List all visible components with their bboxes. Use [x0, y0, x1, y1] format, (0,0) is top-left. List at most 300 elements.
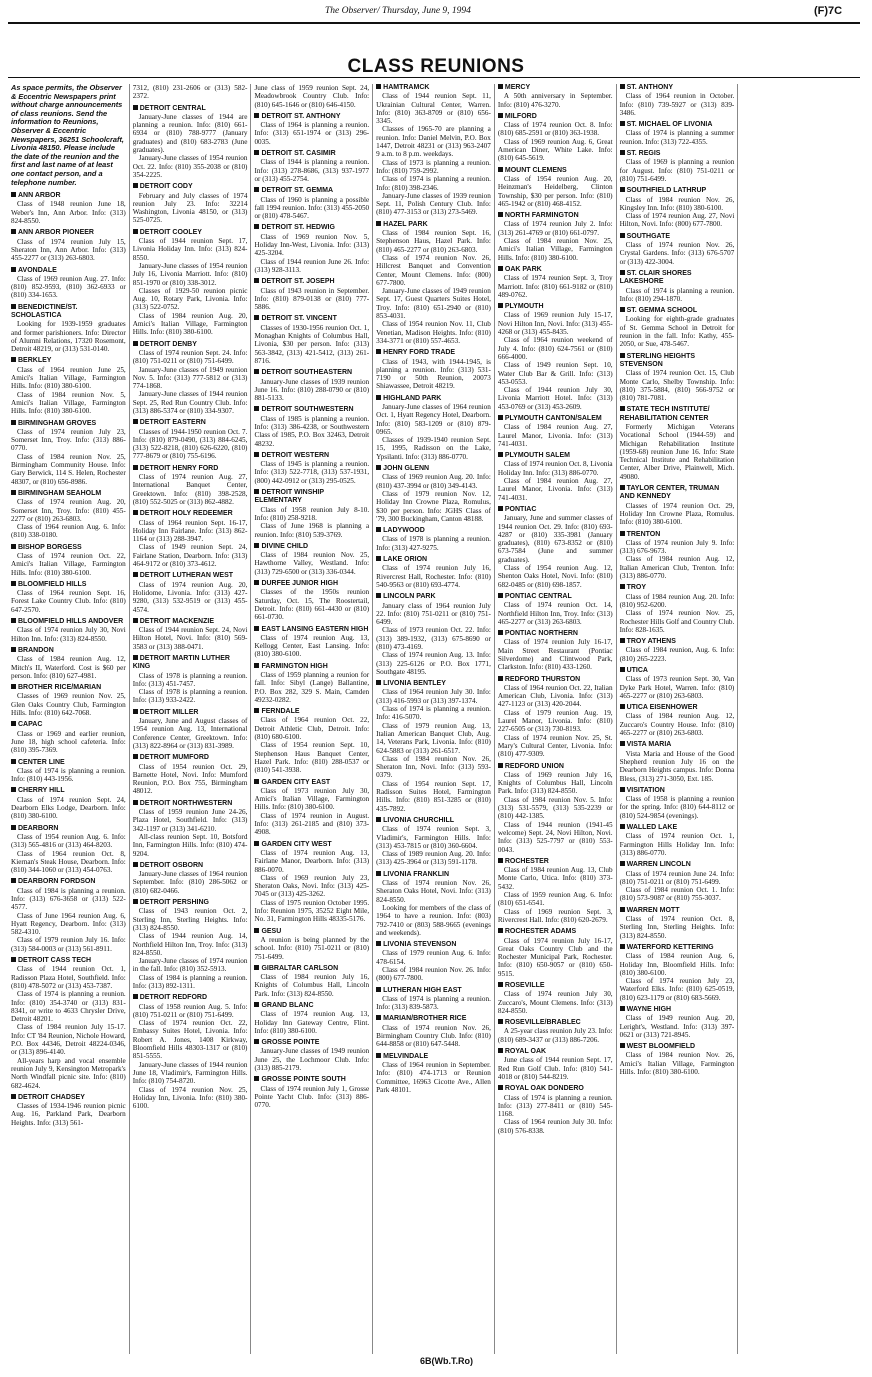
school-name-text: DETROIT SOUTHWESTERN: [261, 406, 354, 414]
entry-paragraph: Class of 1964 reunion in September. Info: (810) 474-1713 or Reunion Committee, 16963 Cicotte Ave., Allen Park 48101.: [376, 1060, 491, 1094]
entry-body: [11, 589, 126, 614]
bullet-square-icon: [11, 581, 16, 586]
reunion-entry: [498, 593, 613, 626]
bullet-square-icon: [133, 572, 138, 577]
school-name-text: BENEDICTINE/ST. SCHOLASTICA: [11, 303, 78, 319]
reunion-entry: [254, 626, 369, 659]
entry-paragraph: Class of 1974 reunion July 1, Grosse Pointe Yacht Club. Info: (313) 886-0770.: [254, 1084, 370, 1110]
bullet-square-icon: [498, 858, 503, 863]
school-name-text: SOUTHGATE: [626, 232, 671, 240]
entry-paragraph: Class of 1958 reunion Aug. 5. Info: (810) 751-0211 or (810) 751-6499.: [132, 1002, 248, 1019]
reunion-entry: [254, 965, 369, 998]
bullet-square-icon: [254, 841, 259, 846]
reunion-entry: [133, 229, 248, 337]
bullet-square-icon: [376, 395, 381, 400]
reunion-entry: [620, 704, 735, 737]
reunion-entry: [498, 630, 613, 671]
school-name: [11, 304, 126, 321]
school-name-text: PLYMOUTH CANTON/SALEM: [504, 414, 602, 422]
entry-paragraph: Class of 1979 reunion July 16. Info: (313) 584-0003 or (313) 561-8911.: [11, 936, 126, 953]
school-name: [376, 465, 491, 473]
reunion-entry: [376, 527, 491, 552]
entry-body: [254, 233, 369, 274]
entry-body: [498, 220, 613, 261]
school-name-text: LIVONIA STEVENSON: [383, 941, 457, 949]
reunion-entry: [376, 817, 491, 867]
entry-body: [11, 796, 126, 821]
bullet-square-icon: [254, 543, 259, 548]
entry-paragraph: Class of 1969 reunion July 15-17, Novi Hilton Inn, Novi. Info: (313) 455-4268 or (313) 455-8435.: [497, 311, 613, 337]
school-name-text: BERKLEY: [18, 357, 52, 365]
column: [373, 84, 495, 1354]
bullet-square-icon: [254, 965, 259, 970]
bullet-square-icon: [254, 406, 259, 411]
column: [617, 84, 739, 1354]
bullet-square-icon: [254, 1076, 259, 1081]
entry-paragraph: Vista Maria and House of the Good Shepherd reunion July 16 on the Dearborn Heights campus. Info: Donna Bless, (313) 271-3050, Ext. 185.: [619, 749, 735, 783]
reunion-entry: [376, 941, 491, 982]
school-name: [133, 465, 248, 473]
reunion-entry: [498, 676, 613, 759]
school-name-text: DETROIT CHADSEY: [18, 1093, 85, 1101]
school-name-text: MERCY: [504, 84, 531, 91]
entry-paragraph: Class of 1974 reunion Oct. 1, Farmington Hills Holiday Inn. Info: (313) 886-0770.: [619, 832, 735, 857]
school-name: [498, 676, 613, 684]
school-name-text: ROSEVILLE: [504, 981, 545, 989]
entry-paragraph: Class of 1974 reunion Aug. 13, Holiday Inn Gateway Centre, Flint. Info: (810) 380-6100.: [254, 1010, 370, 1035]
bullet-square-icon: [254, 663, 259, 668]
entry-paragraph: A 25-year class reunion July 23. Info: (810) 689-3437 or (313) 886-7206.: [497, 1027, 613, 1044]
school-name: [620, 353, 735, 370]
bullet-square-icon: [498, 928, 503, 933]
bullet-square-icon: [254, 626, 259, 631]
entry-paragraph: Class of 1979 reunion Nov. 12, Holiday Inn Crowne Plaza, Romulus, $30 per person. Info: JGHS Class of '79, 300 Buckingham, Canton 48188.: [376, 489, 491, 523]
entry-paragraph: All-class reunion Sept. 10, Botsford Inn, Farmington Hills. Info: (810) 474-9204.: [132, 832, 248, 858]
entry-body: [254, 936, 369, 961]
entry-body: [254, 1085, 369, 1110]
bullet-square-icon: [254, 1039, 259, 1044]
bullet-square-icon: [620, 233, 625, 238]
bullet-square-icon: [620, 1043, 625, 1048]
bullet-square-icon: [376, 871, 381, 876]
bullet-square-icon: [620, 907, 625, 912]
entry-body: [620, 423, 735, 481]
school-name-text: DETROIT EASTERN: [139, 419, 206, 427]
entry-paragraph: Class of 1984 reunion Aug. 12, Zuccaro's Country House. Info: (810) 465-2277 or (810) 263-6803.: [619, 712, 735, 738]
entry-paragraph: Class of 1984 reunion Aug. 12, Mitch's II, Waterford. Cost is $60 per person. Info: (810) 627-4981.: [11, 655, 126, 680]
reunion-entry: [498, 266, 613, 299]
reunion-entry: [498, 212, 613, 262]
bullet-square-icon: [620, 406, 625, 411]
entry-paragraph: Class of 1974 reunion Aug. 27, Novi Hilton, Novi. Info: (800) 677-7800.: [619, 212, 735, 229]
bullet-square-icon: [498, 212, 503, 217]
entry-paragraph: January-June classes of 1939 reunion June 16. Info: (810) 288-0790 or (810) 881-5133.: [254, 377, 370, 403]
entry-body: [133, 192, 248, 225]
bullet-square-icon: [620, 121, 625, 126]
entry-body: [11, 887, 126, 953]
bullet-square-icon: [620, 531, 625, 536]
school-name-text: DETROIT MUMFORD: [139, 754, 209, 762]
bullet-square-icon: [620, 270, 625, 275]
school-name: [498, 167, 613, 175]
entry-paragraph: February and July classes of 1974 reunion July 23. Info: 32214 Washington, Livonia 48150, or (313) 525-0725.: [132, 191, 248, 225]
entry-paragraph: Class of 1974 reunion Sept. 3, Troy Marriott. Info: (810) 661-9182 or (810) 489-0762.: [497, 274, 613, 299]
school-name: [254, 543, 369, 551]
entry-body: [11, 655, 126, 680]
bullet-square-icon: [376, 680, 381, 685]
entry-paragraph: Class of 1974 reunion Nov. 25, Rochester Hills Golf and Country Club. Info: 828-1635.: [619, 609, 735, 634]
reunion-entry: [620, 531, 735, 581]
bullet-square-icon: [498, 506, 503, 511]
school-name-text: ROCHESTER: [504, 857, 549, 865]
entry-paragraph: January-June classes of 1944 reunion Sept. 25, Red Run Country Club. Info: (313) 886-5374 or (810) 334-9307.: [132, 390, 248, 415]
entry-paragraph: Class of 1984 reunion Aug. 27, Laurel Manor, Livonia. Info: (313) 741-4031.: [497, 477, 613, 502]
reunion-entry: [620, 1043, 735, 1076]
reunion-entry: [620, 787, 735, 820]
reunion-entry: [498, 452, 613, 502]
entry-paragraph: January-June classes of 1954 reunion Oct. 22. Info: (810) 355-2038 or (810) 354-2225.: [132, 154, 248, 179]
bullet-square-icon: [376, 349, 381, 354]
school-name-text: WEST BLOOMFIELD: [626, 1043, 696, 1051]
reunion-entry: [133, 754, 248, 795]
entry-body: [376, 602, 491, 677]
school-name: [254, 1076, 369, 1084]
school-name: [11, 192, 126, 200]
school-name: [498, 982, 613, 990]
entry-paragraph: Class of 1974 reunion Nov. 26, Birmingham Country Club. Info: (810) 644-8858 or (810) 647-5448.: [376, 1023, 491, 1049]
entry-paragraph: Class of 1969 reunion Aug. 20. Info: (810) 437-3994 or (810) 349-4143.: [376, 473, 491, 490]
entry-paragraph: Class of 1974 reunion Aug. 20, Somerset Inn, Troy. Info: (810) 455-2277 or (810) 263-6803.: [11, 498, 126, 523]
bullet-square-icon: [254, 315, 259, 320]
school-name-text: DEARBORN FORDSON: [18, 878, 96, 886]
bullet-square-icon: [376, 1015, 381, 1020]
entry-paragraph: A reunion is being planned by the school. Info: (810) 751-0211 or (810) 751-6499.: [254, 935, 370, 961]
page-footer: 6B(Wb.T.Ro): [420, 1356, 473, 1366]
school-name-text: BROTHER RICE/MARIAN: [18, 684, 102, 692]
school-name: [254, 113, 369, 121]
bullet-square-icon: [620, 84, 625, 89]
entry-paragraph: Class of 1954 reunion Aug. 20, Heinzman's Heidelberg, Clinton Township, $30 per person. Info: (810) 465-1942 or (810) 468-4152.: [497, 174, 613, 208]
reunion-entry: [620, 861, 735, 902]
reunion-entry: [620, 638, 735, 663]
school-name: [133, 994, 248, 1002]
page-number: (F)7C: [814, 5, 843, 17]
entry-paragraph: 7312, (810) 231-2606 or (313) 582-2372.: [132, 84, 248, 101]
entry-body: [498, 423, 613, 448]
school-name-text: HAMTRAMCK: [383, 84, 430, 91]
reunion-entry: [133, 105, 248, 180]
school-name-text: PLYMOUTH: [504, 303, 544, 311]
entry-paragraph: January-June classes of 1944 reunion June 18, Vladimir's, Farmington Hills. Info: (810) 754-8720.: [132, 1060, 248, 1086]
bullet-square-icon: [133, 862, 138, 867]
entry-body: [133, 237, 248, 337]
bullet-square-icon: [11, 618, 16, 623]
reunion-entry: [11, 420, 126, 486]
school-name-text: DETROIT WESTERN: [261, 451, 330, 459]
entry-paragraph: Class of 1959 planning a reunion for fall. Info: Sibyl (Lange) Ballantine, P.O. Box 282, 329 S. Main, Camden 49232-0282.: [254, 671, 370, 704]
entry-paragraph: June class of 1959 reunion Sept. 24, Meadowbrook Country Club. Info: (810) 645-1646 or (810) 646-4150.: [254, 84, 370, 109]
entry-paragraph: Class of 1964 reunion Sept. 16-17, Holiday Inn Fairlane. Info: (313) 862-1164 or (313) 288-3947.: [132, 518, 248, 544]
reunion-entry: [254, 489, 369, 539]
school-name: [620, 704, 735, 712]
entry-paragraph: Class of 1973 reunion Oct. 22. Info: (313) 389-1932, (313) 675-8690 or (810) 473-4169.: [376, 626, 491, 651]
entry-body: [11, 833, 126, 874]
school-name-text: ANN ARBOR PIONEER: [18, 229, 94, 237]
entry-paragraph: Class of 1959 reunion Aug. 6. Info: (810) 651-6541.: [497, 891, 613, 908]
entry-paragraph: Class of 1984 reunion Nov. 26. Info: (800) 677-7800.: [376, 965, 491, 983]
bullet-square-icon: [133, 229, 138, 234]
school-name-text: ROYAL OAK: [504, 1048, 547, 1056]
entry-paragraph: Class of 1974 reunion July 2. Info: (313) 261-4769 or (810) 661-0797.: [497, 220, 613, 237]
entry-paragraph: Class of 1969 reunion July 16, Knights of Columbus Hall, Lincoln Park. Info: (313) 824-8550.: [497, 770, 613, 796]
entry-paragraph: Class of 1984 reunion Aug. 27, Laurel Manor, Livonia. Info: (313) 741-4031.: [497, 423, 613, 448]
bullet-square-icon: [11, 229, 16, 234]
entry-body: [11, 498, 126, 539]
reunion-entry: [11, 825, 126, 875]
reunion-entry: [620, 233, 735, 266]
bullet-square-icon: [620, 667, 625, 672]
entry-body: [133, 907, 248, 990]
top-rule: [8, 22, 860, 24]
entry-body: [376, 535, 491, 552]
entry-paragraph: January-June classes of 1949 reunion Nov. 5. Info: (313) 777-5812 or (313) 774-1868.: [132, 365, 248, 391]
entry-paragraph: Class of 1974 reunion Nov. 25, Holiday Inn, Livonia. Info: (810) 380-6100.: [132, 1085, 248, 1111]
school-name-text: LADYWOOD: [383, 527, 425, 535]
reunion-entry: [620, 270, 735, 303]
school-name: [620, 307, 735, 315]
school-name-text: DETROIT HENRY FORD: [139, 464, 219, 472]
entry-body: [254, 324, 369, 365]
entry-body: [11, 320, 126, 353]
school-name: [376, 817, 491, 825]
entry-body: [376, 473, 491, 523]
bullet-square-icon: [620, 584, 625, 589]
entry-body: [620, 502, 735, 527]
school-name: [11, 759, 126, 767]
school-name: [498, 113, 613, 121]
school-name: [133, 229, 248, 237]
school-name: [498, 266, 613, 274]
bullet-square-icon: [133, 419, 138, 424]
entry-body: [376, 949, 491, 982]
school-name: [133, 899, 248, 907]
entry-paragraph: Class of June 1968 is planning a reunion. Info: (810) 539-3769.: [254, 522, 370, 539]
bullet-square-icon: [254, 779, 259, 784]
school-name-text: WARREN MOTT: [626, 906, 680, 914]
entry-paragraph: Class of 1964 reunion July 30. Info: (313) 416-5993 or (313) 397-1374.: [376, 688, 491, 705]
entry-paragraph: Class of 1973 reunion Sept. 30, Van Dyke Park Hotel, Warren. Info: (810) 465-2277 or (810) 263-6803.: [619, 675, 735, 700]
bullet-square-icon: [498, 982, 503, 987]
school-name-text: DETROIT CASS TECH: [18, 957, 92, 965]
school-name: [11, 420, 126, 428]
columns: [8, 84, 860, 1354]
school-name-text: BRANDON: [18, 646, 54, 654]
entry-paragraph: Class of 1974 reunion Sept. 24, Dearborn Elks Lodge, Dearborn. Info: (810) 380-6100.: [11, 795, 126, 821]
school-name-text: DETROIT ST. GEMMA: [261, 187, 333, 195]
bullet-square-icon: [133, 655, 138, 660]
school-name: [620, 150, 735, 158]
entry-body: [620, 158, 735, 183]
reunion-entry: [620, 121, 735, 146]
school-name: [254, 626, 369, 634]
entry-paragraph: Class of 1969 reunion July 23, Sheraton Oaks, Novi. Info: (313) 425-7045 or (313) 425-3262.: [254, 873, 370, 899]
entry-paragraph: Class of 1974 reunion July 30, Zuccaro's, Mount Clemens. Info: (313) 824-8550.: [497, 990, 613, 1015]
reunion-entry: [498, 1019, 613, 1044]
bullet-square-icon: [376, 817, 381, 822]
school-name-text: LIVONIA BENTLEY: [383, 680, 446, 688]
school-name-text: DETROIT ST. VINCENT: [261, 315, 337, 323]
reunion-entry: [498, 763, 613, 854]
school-name-text: BIRMINGHAM GROVES: [18, 419, 97, 427]
school-name: [498, 928, 613, 936]
reunion-entry: [133, 465, 248, 506]
entry-paragraph: Class of 1964 reunion Oct. 8, Kiernan's Steak House, Dearborn. Info: (810) 344-1060 or (313) 454-0763.: [11, 849, 126, 875]
school-name-text: GIBRALTAR CARLSON: [261, 964, 339, 972]
bullet-square-icon: [11, 721, 16, 726]
entry-body: [254, 84, 369, 109]
entry-paragraph: Class of 1943 reunion in September. Info: (810) 879-0138 or (810) 777-5886.: [254, 286, 370, 312]
reunion-entry: [11, 267, 126, 300]
school-name: [498, 506, 613, 514]
reunion-entry: [376, 1015, 491, 1048]
school-name: [376, 593, 491, 601]
bullet-square-icon: [11, 647, 16, 652]
entry-paragraph: January-June classes of 1949 reunion June 25, the Lochmoor Club. Info: (313) 885-2179.: [254, 1047, 370, 1073]
bullet-square-icon: [498, 630, 503, 635]
entry-body: [376, 564, 491, 589]
entry-body: [620, 1014, 735, 1039]
entry-body: [376, 403, 491, 461]
school-name: [376, 221, 491, 229]
reunion-entry: [133, 84, 248, 101]
school-name: [498, 303, 613, 311]
entry-paragraph: Class of 1974 reunion Aug. 13. Info: (313) 225-6126 or P.O. Box 1771, Southgate 48195.: [376, 651, 491, 676]
reunion-entry: [376, 680, 491, 813]
entry-paragraph: Class of 1984 reunion Aug. 13, Club Monte Carlo, Utica. Info: (810) 373-5432.: [497, 866, 613, 891]
entry-body: [254, 506, 369, 539]
bullet-square-icon: [11, 787, 16, 792]
school-name: [254, 489, 369, 506]
entry-body: [376, 92, 491, 216]
entry-paragraph: Class of 1964 reunion Oct. 22, Detroit Athletic Club, Detroit. Info: (810) 680-6100.: [254, 716, 370, 742]
reunion-entry: [498, 506, 613, 589]
entry-paragraph: Class of 1954 reunion Sept. 10, Stephenson Haus Banquet Center, Hazel Park. Info: (810) 288-0537 or (810) 541-3938.: [254, 741, 370, 775]
entry-paragraph: Class of 1974 reunion July 15, Sheraton Inn, Ann Arbor. Info: (313) 455-2277 or (313) 263-6803.: [11, 237, 126, 263]
bullet-square-icon: [498, 452, 503, 457]
reunion-entry: [254, 928, 369, 961]
reunion-entry: [254, 369, 369, 402]
school-name: [376, 1015, 491, 1023]
reunion-entry: [133, 862, 248, 895]
school-name: [620, 787, 735, 795]
school-name-text: GARDEN CITY EAST: [261, 778, 331, 786]
bullet-square-icon: [620, 150, 625, 155]
reunion-entry: [11, 1094, 126, 1127]
school-name: [376, 680, 491, 688]
reunion-entry: [133, 709, 248, 750]
bullet-square-icon: [620, 944, 625, 949]
bullet-square-icon: [11, 544, 16, 549]
school-name-text: TROY ATHENS: [626, 638, 676, 646]
reunion-entry: [11, 581, 126, 614]
reunion-entry: [620, 1006, 735, 1039]
entry-paragraph: Class of 1974 is planning a reunion. Info: (313) 839-5873.: [376, 994, 491, 1012]
entry-body: [11, 200, 126, 225]
school-name: [254, 406, 369, 414]
entry-paragraph: Class of 1985 is planning a reunion. Info: (313) 386-4238, or Southwestern Class of 1985, P.O. Box 32463, Detroit 48232.: [254, 414, 370, 448]
entry-paragraph: Class of 1974 reunion Aug. 20, Holidome, Livonia. Info: (313) 427-9280, (313) 532-9519 or (313) 455-4574.: [132, 580, 248, 614]
entry-body: [254, 973, 369, 998]
reunion-entry: [498, 113, 613, 163]
entry-body: [11, 552, 126, 577]
entry-paragraph: Class of 1984 reunion Oct. 1. Info: (810) 573-9087 or (810) 755-3037.: [619, 886, 735, 903]
school-name: [133, 655, 248, 672]
entry-body: [133, 763, 248, 796]
entry-paragraph: Class of 1974 reunion Aug. 13, Kellogg Center, East Lansing. Info: (810) 380-6100.: [254, 633, 370, 659]
school-name-text: VISTA MARIA: [626, 741, 672, 749]
entry-paragraph: Class of 1984 reunion July 15-17. Info: CT '84 Reunion, Nichole Howard, P.O. Box 44346, Detroit 48224-0346, or (313) 896-4140.: [11, 1023, 126, 1057]
reunion-entry: [133, 572, 248, 613]
school-name: [11, 957, 126, 965]
school-name: [498, 630, 613, 638]
reunion-entry: [620, 307, 735, 348]
entry-paragraph: Class of 1974 reunion Nov. 25, St. Mary's Cultural Center, Livonia. Info: (810) 477-9309.: [497, 733, 613, 759]
entry-paragraph: Class of 1944 reunion Sept. 17, Livonia Holiday Inn. Info: (313) 824-8550.: [132, 237, 248, 262]
bullet-square-icon: [11, 825, 16, 830]
school-name-text: LIVONIA FRANKLIN: [383, 870, 450, 878]
entry-body: [254, 415, 369, 448]
reunion-entry: [254, 406, 369, 447]
entry-paragraph: Class of 1964 reunion Oct. 22, Italian American Club, Livonia. Info: (313) 427-1123 or (313) 420-2044.: [497, 683, 613, 709]
entry-paragraph: Class of 1949 reunion Sept. 10, Water Club Bar & Grill. Info: (313) 453-0553.: [497, 361, 613, 386]
school-name: [133, 105, 248, 113]
entry-body: [620, 593, 735, 634]
entry-paragraph: Classes of 1974 reunion Oct. 29, Holiday Inn Crowne Plaza, Romulus. Info: (810) 380-6100.: [619, 501, 735, 527]
entry-paragraph: Class of 1974 reunion Aug. 13, Fairlane Manor, Dearborn. Info: (313) 886-0070.: [254, 848, 370, 874]
entry-paragraph: Class of 1984 is planning a reunion. Info: (313) 892-1311.: [132, 973, 248, 990]
school-name-text: BIRMINGHAM SEAHOLM: [18, 489, 102, 497]
entry-body: [133, 519, 248, 569]
bullet-square-icon: [498, 415, 503, 420]
entry-paragraph: Class of 1974 reunion July 23, Somerset Inn, Troy. Info: (313) 886-0770.: [11, 427, 126, 453]
school-name: [498, 452, 613, 460]
bullet-square-icon: [376, 221, 381, 226]
entry-body: [498, 990, 613, 1015]
entry-paragraph: Class of 1969 reunion Nov. 5, Holiday Inn-West, Livonia. Info: (313) 425-3204.: [254, 232, 370, 258]
entry-paragraph: Class of 1973 is planning a reunion. Info: (810) 759-2992.: [376, 158, 491, 175]
entry-paragraph: Class of 1943 reunion Oct. 2, Sterling Inn, Sterling Heights. Info: (313) 824-8550.: [132, 907, 248, 932]
reunion-entry: [620, 667, 735, 700]
entry-paragraph: Class of 1974 reunion Aug. 27, International Banquet Center, Greektown. Info: (810) 398-2528, (810) 552-5025 or (313) 862-4882.: [132, 473, 248, 506]
school-name-text: DETROIT LUTHERAN WEST: [139, 572, 234, 580]
school-name-text: UTICA EISENHOWER: [626, 704, 698, 712]
entry-body: [376, 825, 491, 866]
bullet-square-icon: [376, 593, 381, 598]
school-name-text: LINCOLN PARK: [383, 593, 436, 601]
entry-paragraph: Class of 1974 is planning a reunion. Info: 416-5070.: [376, 705, 491, 722]
school-name-text: WATERFORD KETTERING: [626, 943, 714, 951]
school-name: [11, 618, 126, 626]
bullet-square-icon: [498, 167, 503, 172]
school-name-text: DETROIT ST. ANTHONY: [261, 112, 341, 120]
reunion-entry: [376, 84, 491, 217]
entry-paragraph: Class of 1974 reunion July 16-17, Great Oaks Country Club and the Rochester Municipal Park, Rochester. Info: (810) 650-9057 or (810) 650-9515.: [497, 936, 613, 978]
entry-body: [620, 287, 735, 304]
bullet-square-icon: [376, 987, 381, 992]
reunion-entry: [133, 800, 248, 858]
school-name: [254, 928, 369, 936]
entry-paragraph: Formerly Michigan Veterans Vocational School (1944-59) and Michigan Rehabilitation Institute (1959-68) reunion June 16. Info: State Technical Institute and Rehabilitation Center, Alber Drive, Plainwell, Mich. 49080.: [619, 422, 735, 481]
